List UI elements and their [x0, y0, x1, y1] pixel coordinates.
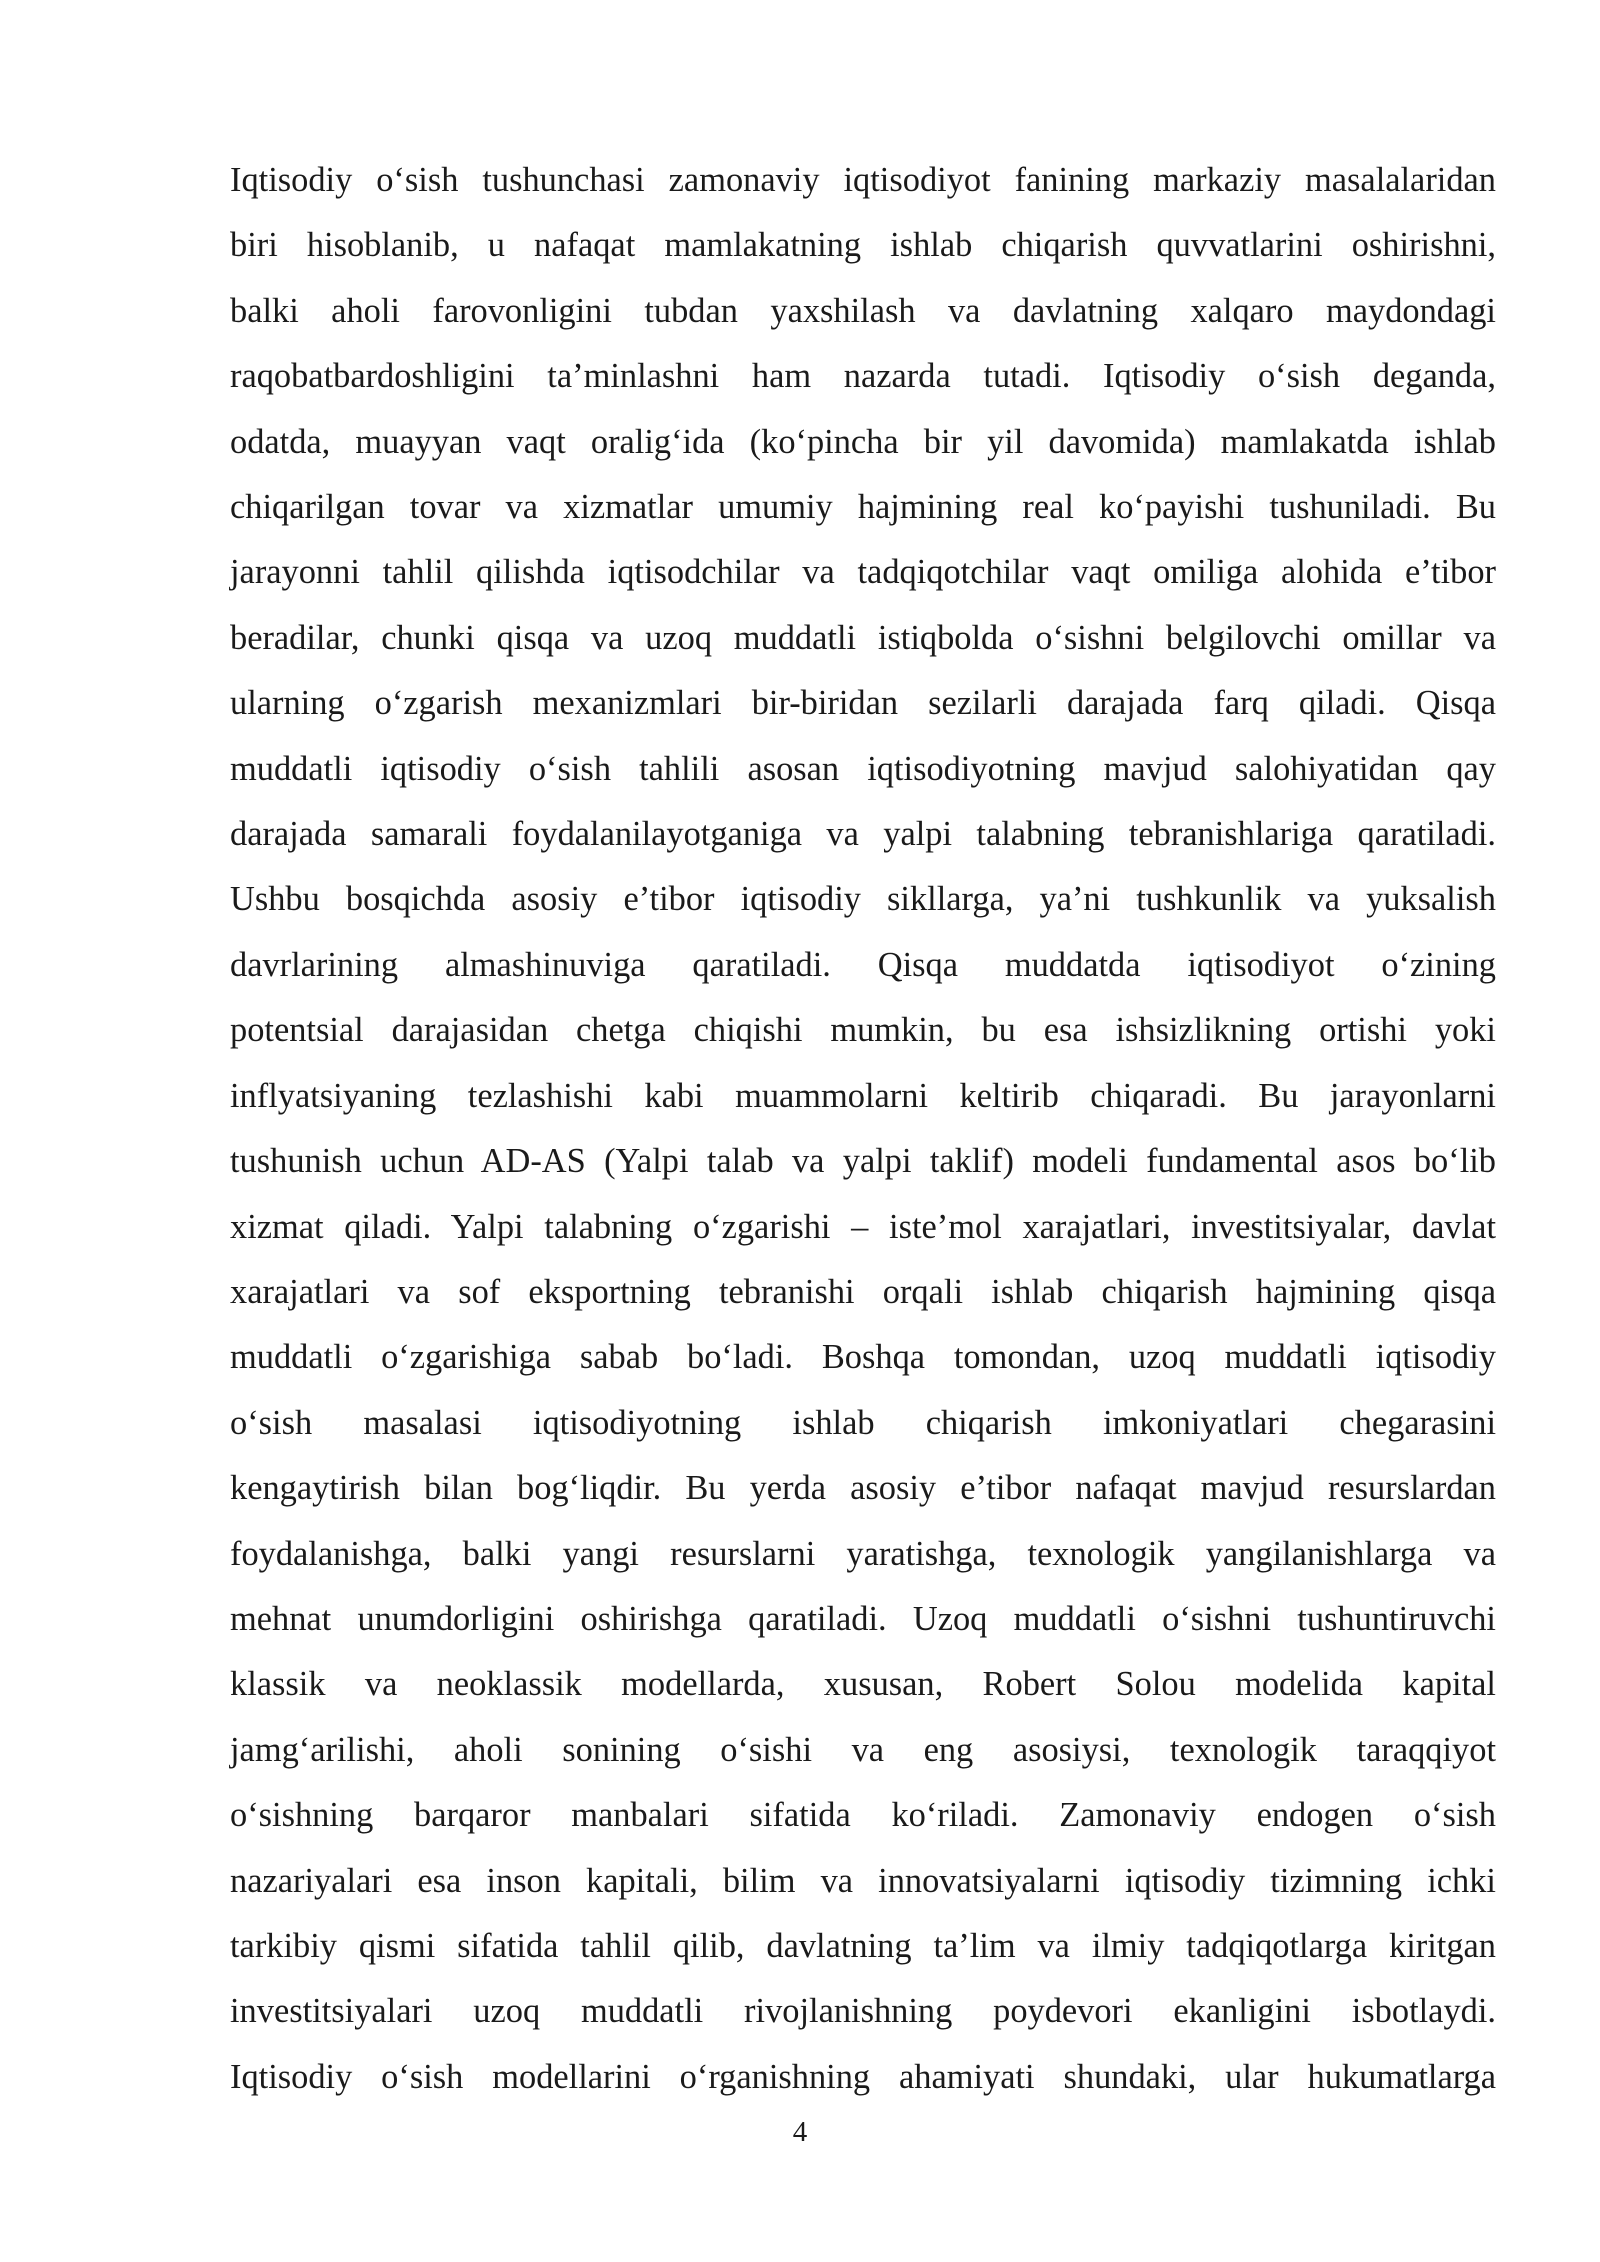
body-paragraph: [230, 148, 1496, 2110]
text-line: beradilar, chunki qisqa va uzoq muddatli istiqbolda o‘sishni belgilovchi omillar va: [230, 618, 1496, 657]
text-line: Iqtisodiy o‘sish tushunchasi zamonaviy iqtisodiyot fanining markaziy masalalaridan: [230, 161, 1496, 199]
text-line: o‘sish masalasi iqtisodiyotning ishlab chiqarish imkoniyatlari chegarasini: [230, 1403, 1496, 1442]
text-line: darajada samarali foydalanilayotganiga va yalpi talabning tebranishlariga qaratiladi.: [230, 815, 1496, 854]
text-line: ularning o‘zgarish mexanizmlari bir-biridan sezilarli darajada farq qiladi. Qisqa: [230, 684, 1496, 723]
text-line: xarajatlari va sof eksportning tebranishi orqali ishlab chiqarish hajmining qisqa: [230, 1272, 1496, 1311]
text-line: odatda, muayyan vaqt oralig‘ida (ko‘pincha bir yil davomida) mamlakatda ishlab: [230, 422, 1496, 461]
text-line: nazariyalari esa inson kapitali, bilim va innovatsiyalarni iqtisodiy tizimning ichki: [230, 1861, 1496, 1900]
text-line: Iqtisodiy o‘sish modellarini o‘rganishning ahamiyati shundaki, ular hukumatlarga: [230, 2057, 1496, 2096]
text-line: jamg‘arilishi, aholi sonining o‘sishi va eng asosiysi, texnologik taraqqiyot: [230, 1730, 1496, 1769]
page-number: 4: [792, 2116, 808, 2148]
text-line: muddatli o‘zgarishiga sabab bo‘ladi. Boshqa tomondan, uzoq muddatli iqtisodiy: [230, 1338, 1496, 1377]
text-line: muddatli iqtisodiy o‘sish tahlili asosan iqtisodiyotning mavjud salohiyatidan qay: [230, 749, 1496, 788]
text-line: tarkibiy qismi sifatida tahlil qilib, davlatning ta’lim va ilmiy tadqiqotlarga kiritgan: [230, 1926, 1496, 1965]
text-line: potentsial darajasidan chetga chiqishi mumkin, bu esa ishsizlikning ortishi yoki: [230, 1011, 1496, 1050]
text-line: investitsiyalari uzoq muddatli rivojlanishning poydevori ekanligini isbotlaydi.: [230, 1992, 1496, 2031]
text-line: raqobatbardoshligini ta’minlashni ham nazarda tutadi. Iqtisodiy o‘sish deganda,: [230, 357, 1496, 396]
text-line: jarayonni tahlil qilishda iqtisodchilar va tadqiqotchilar vaqt omiliga alohida e’tibor: [230, 553, 1496, 592]
text-line: biri hisoblanib, u nafaqat mamlakatning ishlab chiqarish quvvatlarini oshirishni,: [230, 226, 1496, 265]
text-line: davrlarining almashinuviga qaratiladi. Qisqa muddatda iqtisodiyot o‘zining: [230, 945, 1496, 984]
text-line: kengaytirish bilan bog‘liqdir. Bu yerda asosiy e’tibor nafaqat mavjud resurslardan: [230, 1469, 1496, 1508]
text-line: inflyatsiyaning tezlashishi kabi muammolarni keltirib chiqaradi. Bu jarayonlarni: [230, 1076, 1496, 1115]
text-line: mehnat unumdorligini oshirishga qaratiladi. Uzoq muddatli o‘sishni tushuntiruvchi: [230, 1599, 1496, 1638]
text-line: chiqarilgan tovar va xizmatlar umumiy hajmining real ko‘payishi tushuniladi. Bu: [230, 488, 1496, 527]
text-line: balki aholi farovonligini tubdan yaxshilash va davlatning xalqaro maydondagi: [230, 291, 1496, 330]
text-line: o‘sishning barqaror manbalari sifatida ko‘riladi. Zamonaviy endogen o‘sish: [230, 1796, 1496, 1835]
text-line: foydalanishga, balki yangi resurslarni yaratishga, texnologik yangilanishlarga va: [230, 1534, 1496, 1573]
text-line: Ushbu bosqichda asosiy e’tibor iqtisodiy sikllarga, ya’ni tushkunlik va yuksalish: [230, 880, 1496, 919]
text-line: klassik va neoklassik modellarda, xususan, Robert Solou modelida kapital: [230, 1665, 1496, 1704]
text-line: tushunish uchun AD-AS (Yalpi talab va yalpi taklif) modeli fundamental asos bo‘lib: [230, 1142, 1496, 1181]
text-line: xizmat qiladi. Yalpi talabning o‘zgarishi – iste’mol xarajatlari, investitsiyalar, davlat: [230, 1207, 1496, 1246]
